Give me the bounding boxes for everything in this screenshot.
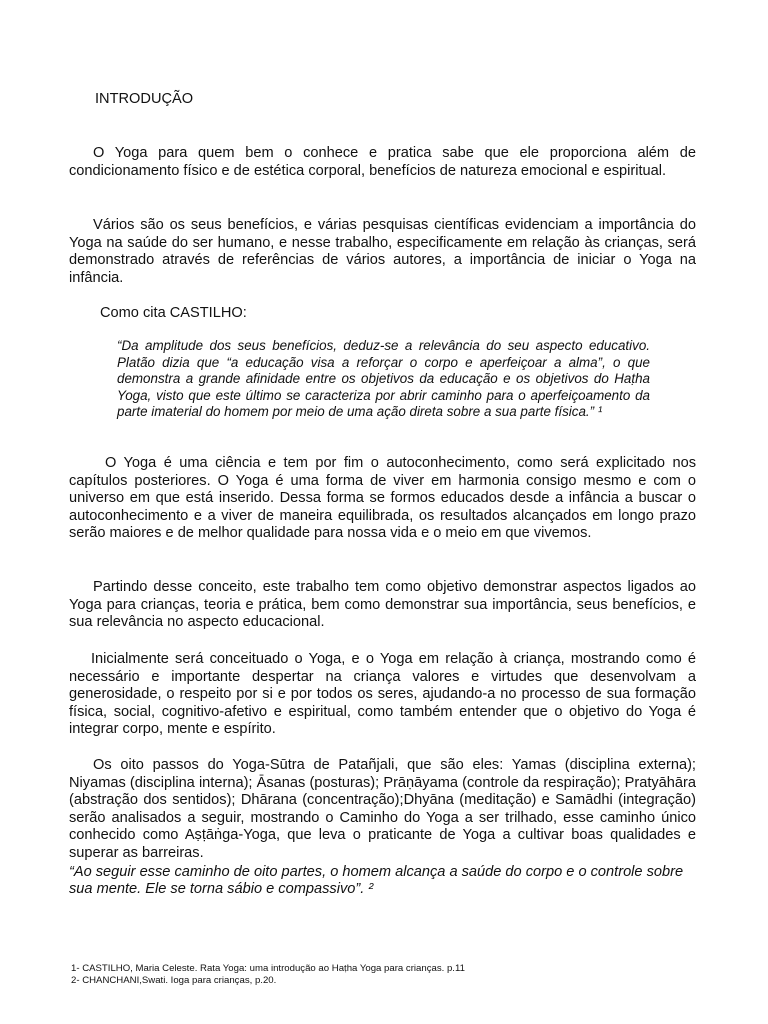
paragraph-2: Vários são os seus benefícios, e várias pesquisas científicas evidenciam a importância do Yoga na saúde do ser humano, e nesse trabalho, especificamente em relação às crianças, será demonstrado através de referências de vários autores, a importância de iniciar o Yoga na infância. xyxy=(69,217,696,286)
paragraph-4: Partindo desse conceito, este trabalho tem como objetivo demonstrar aspectos ligados ao Yoga para crianças, teoria e prática, bem como demonstrar sua importância, seus benefícios, e sua relevância no aspecto educacional. xyxy=(69,579,696,631)
footnote-2: 2- CHANCHANI,Swati. Ioga para crianças, p.20. xyxy=(71,974,277,986)
paragraph-1: O Yoga para quem bem o conhece e pratica sabe que ele proporciona além de condicionamento físico e de estética corporal, benefícios de natureza emocional e espiritual. xyxy=(69,145,696,179)
paragraph-3: O Yoga é uma ciência e tem por fim o autoconhecimento, como será explicitado nos capítulos posteriores. O Yoga é uma forma de viver em harmonia consigo mesmo e com o universo em que está inserido. Dessa forma se formos educados desde a infância a buscar o autoconhecimento e a viver de maneira equilibrada, os resultados alcançados em longo prazo serão maiores e de melhor qualidade para nossa vida e o meio em que vivemos. xyxy=(69,455,696,542)
block-quote: “Da amplitude dos seus benefícios, deduz-se a relevância do seu aspecto educativo. Platão dizia que “a educação visa a reforçar o corpo e aperfeiçoar a alma”, o que demonstra a grande afinidade entre os objetivos da educação e os objetivos do Haṭha Yoga, visto que este último se caracteriza por abrir caminho para o aperfeiçoamento da parte imaterial do homem por meio de uma ação direta sobre a sua parte física.” ¹ xyxy=(117,338,650,420)
citation-intro: Como cita CASTILHO: xyxy=(100,305,247,321)
inline-quote: “Ao seguir esse caminho de oito partes, o homem alcança a saúde do corpo e o controle sobre sua mente. Ele se torna sábio e compassivo”. ² xyxy=(69,864,684,898)
paragraph-5: Inicialmente será conceituado o Yoga, e o Yoga em relação à criança, mostrando como é necessário e importante despertar na criança valores e virtudes que desenvolvam a generosidade, o respeito por si e por todos os seres, ajudando-a no processo de sua formação física, social, cognitivo-afetivo e espiritual, como também entender que o objetivo do Yoga é integrar corpo, mente e espírito. xyxy=(69,651,696,738)
section-heading: INTRODUÇÃO xyxy=(95,91,194,107)
paragraph-6: Os oito passos do Yoga-Sūtra de Patañjali, que são eles: Yamas (disciplina externa); Niyamas (disciplina interna); Āsanas (posturas); Prāṇāyama (controle da respiração); Pratyāhāra (abstração dos sentidos); Dhārana (concentração);Dhyāna (meditação) e Samādhi (integração) serão analisados a seguir, mostrando o Caminho do Yoga a ser trilhado, esse caminho único conhecido como Aṣṭāṅga-Yoga, que leva o praticante de Yoga a cultivar boas qualidades e superar as barreiras. xyxy=(69,757,696,861)
footnote-1: 1- CASTILHO, Maria Celeste. Rata Yoga: uma introdução ao Haṭha Yoga para crianças. p.11 xyxy=(71,963,465,974)
footnotes xyxy=(71,963,465,986)
